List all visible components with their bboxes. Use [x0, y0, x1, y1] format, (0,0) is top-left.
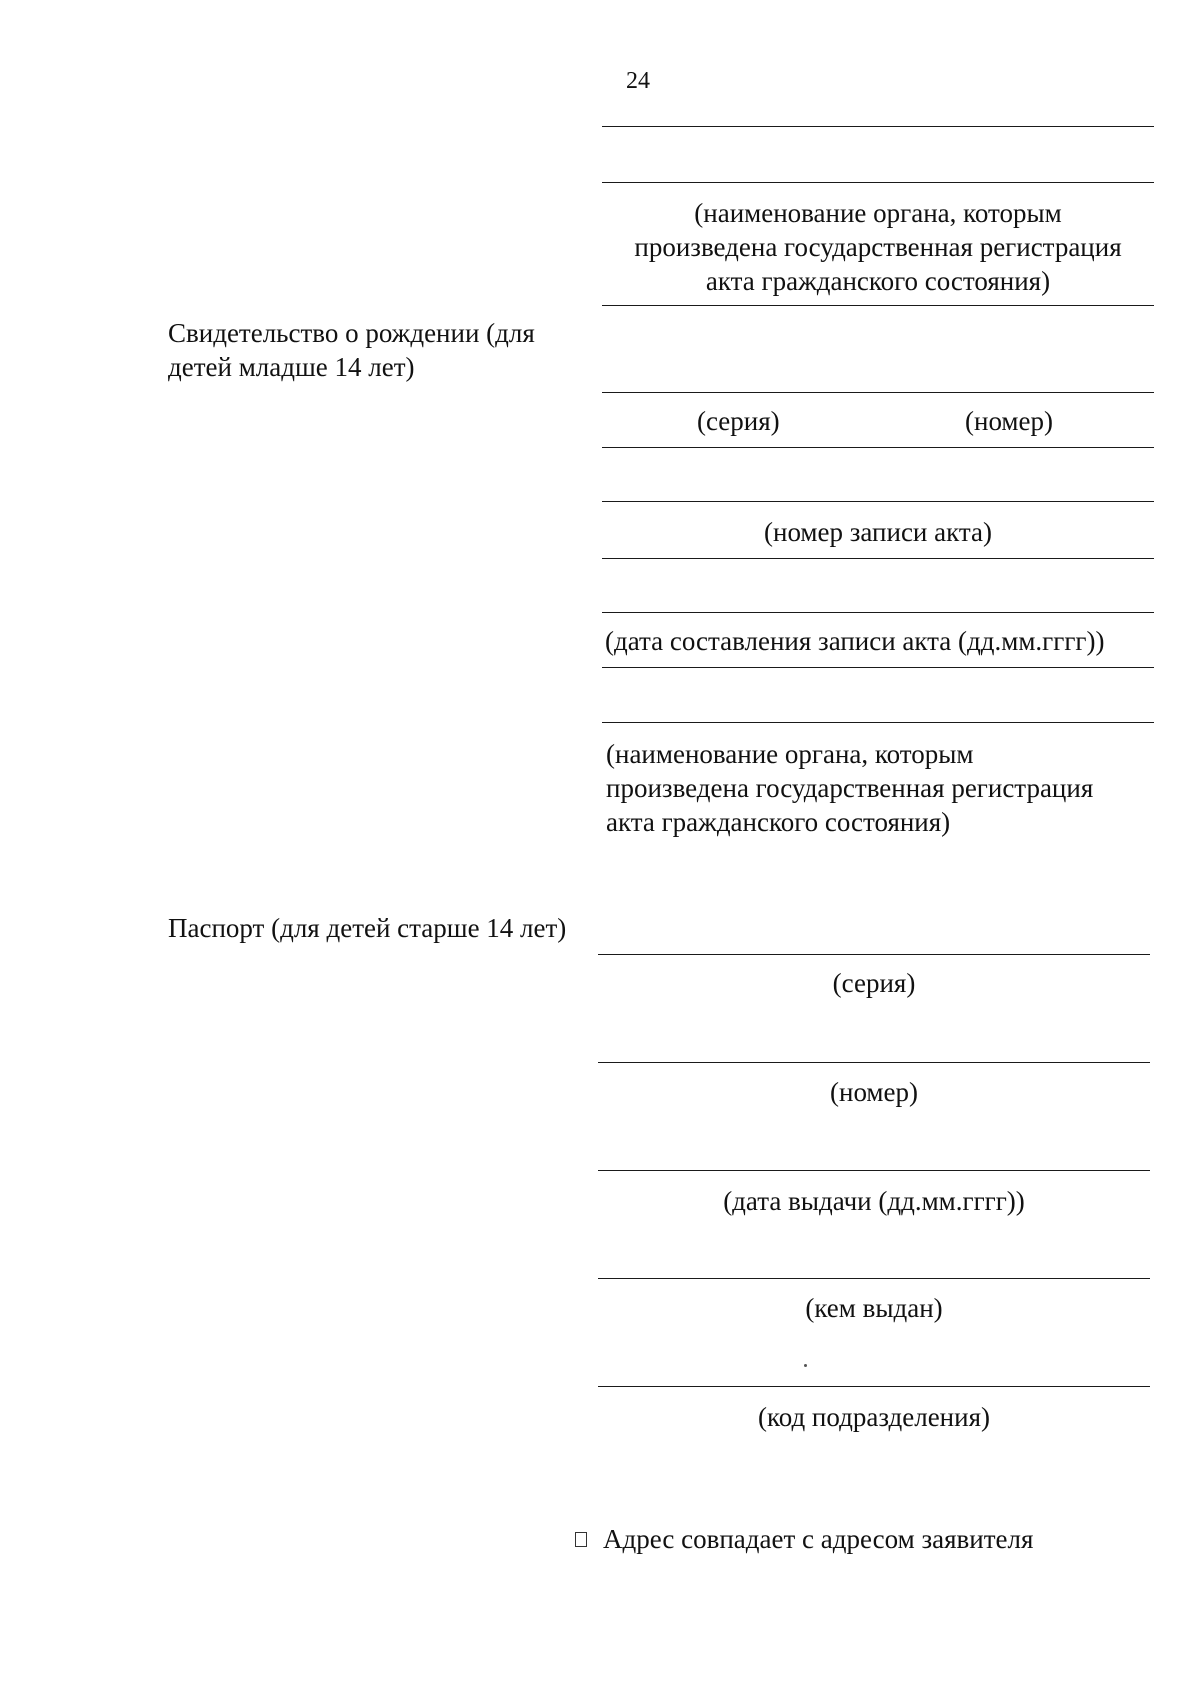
label-line: детей младше 14 лет) [168, 352, 415, 382]
stray-dot [804, 1364, 807, 1367]
division-code-field-line[interactable] [598, 1386, 1150, 1387]
passport-series-caption: (серия) [832, 968, 916, 998]
label-line: Свидетельство о рождении (для [168, 318, 535, 348]
passport-series-field-line[interactable] [598, 954, 1150, 955]
passport-label: Паспорт (для детей старше 14 лет) [168, 913, 567, 943]
caption-line: (наименование органа, которым [694, 198, 1062, 228]
caption-line: акта гражданского состояния) [606, 807, 951, 837]
caption-line: (наименование органа, которым [606, 739, 974, 769]
record-date-field-line[interactable] [602, 612, 1154, 613]
caption-line: акта гражданского состояния) [705, 266, 1051, 296]
number-caption: (номер) [965, 406, 1053, 436]
divider-line [602, 558, 1154, 559]
issued-by-field-line[interactable] [598, 1278, 1150, 1279]
record-date-caption: (дата составления записи акта (дд.мм.гггг)) [605, 626, 1105, 656]
authority-caption-top [602, 196, 1154, 298]
page-number: 24 [626, 68, 650, 94]
caption-line: произведена государственная регистрация [606, 773, 1094, 803]
authority-field-line-2[interactable] [602, 182, 1154, 183]
address-match-label: Адрес совпадает с адресом заявителя [603, 1524, 1034, 1554]
series-caption: (серия) [697, 406, 780, 436]
issue-date-field-line[interactable] [598, 1170, 1150, 1171]
caption-line: произведена государственная регистрация [634, 232, 1122, 262]
birth-certificate-label [168, 316, 535, 384]
record-number-caption: (номер записи акта) [764, 517, 992, 547]
passport-number-caption: (номер) [830, 1077, 918, 1107]
divider-line [602, 447, 1154, 448]
division-code-caption: (код подразделения) [757, 1402, 990, 1432]
series-number-field-line[interactable] [602, 392, 1154, 393]
passport-number-field-line[interactable] [598, 1062, 1150, 1063]
authority-caption-bottom [606, 737, 1093, 839]
issued-by-caption: (кем выдан) [805, 1293, 943, 1323]
record-number-field-line[interactable] [602, 501, 1154, 502]
authority-field-line-1[interactable] [602, 126, 1154, 127]
divider-line [602, 667, 1154, 668]
issue-date-caption: (дата выдачи (дд.мм.гггг)) [723, 1186, 1025, 1216]
address-match-checkbox[interactable] [575, 1532, 587, 1547]
divider-line [602, 305, 1154, 306]
authority-field-line-3[interactable] [602, 722, 1154, 723]
